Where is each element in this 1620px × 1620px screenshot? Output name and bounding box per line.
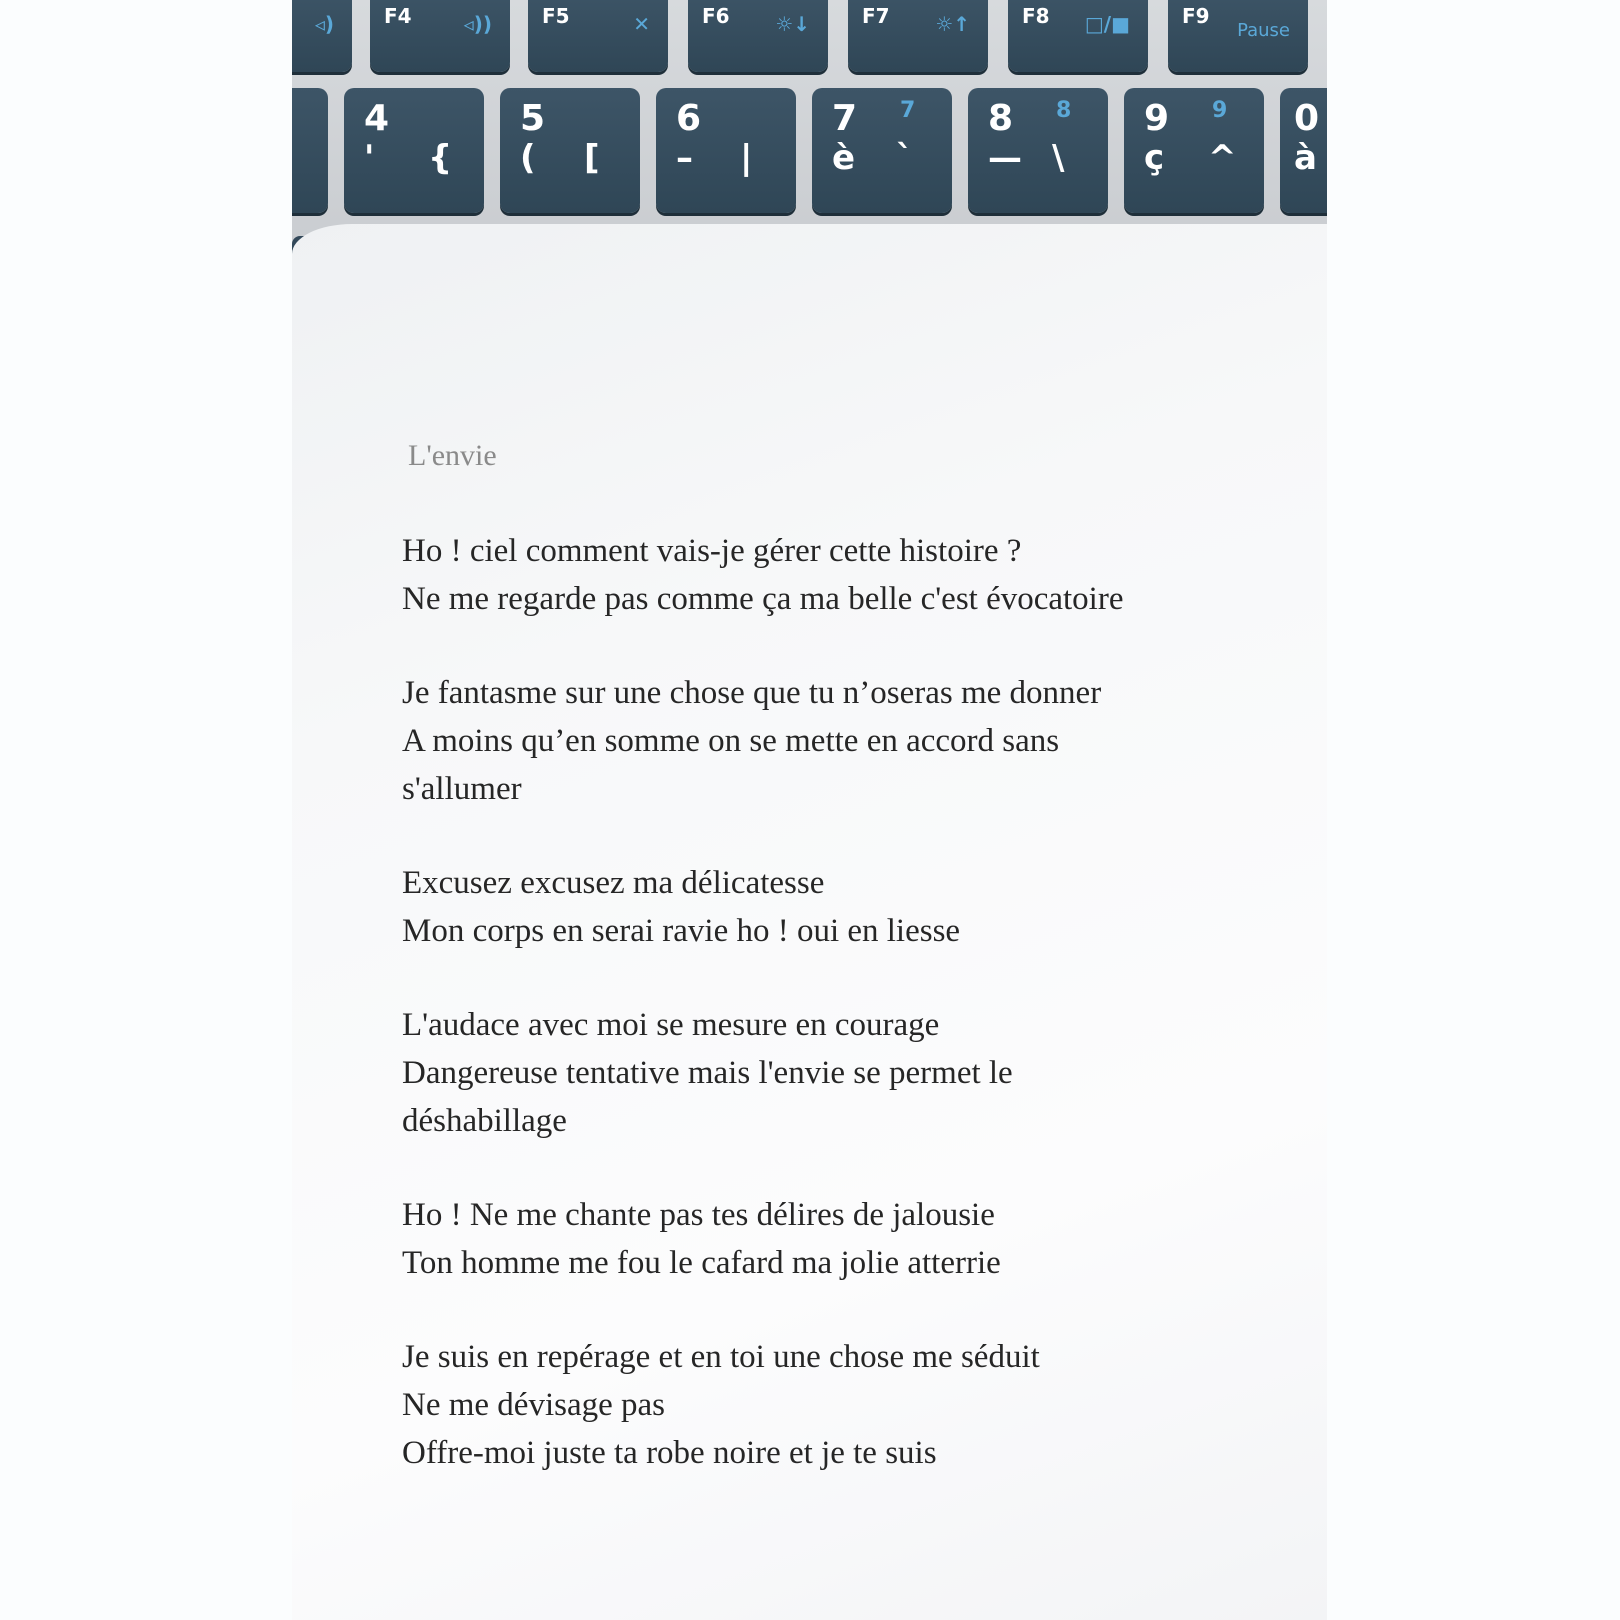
- mute-icon: ✕: [633, 12, 650, 36]
- poem-title: L'envie: [408, 439, 497, 472]
- stanza: [402, 527, 1282, 623]
- key-label: F5: [542, 4, 570, 28]
- pause-label: Pause: [1237, 20, 1290, 41]
- key-7: [812, 88, 952, 213]
- volume-up-icon: ◃)): [463, 12, 492, 36]
- poem-line: Mon corps en serai ravie ho ! oui en liesse: [402, 913, 961, 949]
- f8-key: [1008, 0, 1148, 72]
- key-low: (: [520, 138, 536, 178]
- poem-line: déshabillage: [402, 1103, 567, 1139]
- key-5: [500, 88, 640, 213]
- poem-line: Ho ! Ne me chante pas tes délires de jalousie: [402, 1197, 995, 1233]
- key-low: à: [1294, 138, 1317, 178]
- brightness-up-icon: ☼↑: [935, 12, 970, 36]
- f7-key: [848, 0, 988, 72]
- key-low-alt: ^: [1208, 138, 1237, 178]
- key-low-alt: {: [428, 138, 453, 178]
- key-low-alt: \: [1052, 138, 1065, 178]
- poem-line: Je suis en repérage et en toi une chose me séduit: [402, 1339, 1040, 1375]
- poem-line: Excusez excusez ma délicatesse: [402, 865, 825, 901]
- key-9: [1124, 88, 1264, 213]
- key-label: F8: [1022, 4, 1050, 28]
- f9-key: [1168, 0, 1308, 72]
- key-label: F7: [862, 4, 890, 28]
- key-8: [968, 88, 1108, 213]
- stanza: [402, 669, 1282, 813]
- key-main: 5: [520, 98, 546, 139]
- key-low-alt: |: [740, 138, 753, 178]
- paper-sheet: [292, 224, 1327, 1620]
- laptop-keyboard: [292, 0, 1327, 260]
- key-main: 9: [1144, 98, 1170, 139]
- poem-line: Dangereuse tentative mais l'envie se permet le: [402, 1055, 1013, 1091]
- f6-key: [688, 0, 828, 72]
- poem-line: Offre-moi juste ta robe noire et je te suis: [402, 1435, 937, 1471]
- poem-line: s'allumer: [402, 771, 522, 807]
- poem: [402, 439, 1282, 1523]
- key-partial: [292, 88, 328, 213]
- stanza: [402, 1191, 1282, 1287]
- key-label: F4: [384, 4, 412, 28]
- key-alt: 9: [1212, 98, 1228, 123]
- poem-line: A moins qu’en somme on se mette en accord sans: [402, 723, 1060, 759]
- key-main: 0: [1294, 98, 1320, 139]
- brightness-down-icon: ☼↓: [775, 12, 810, 36]
- key-low-alt: `: [896, 138, 913, 178]
- poem-line: Ho ! ciel comment vais-je gérer cette histoire ?: [402, 533, 1022, 569]
- stanza: [402, 1333, 1282, 1477]
- poem-line: Ne me dévisage pas: [402, 1387, 665, 1423]
- key-4: [344, 88, 484, 213]
- f5-key: [528, 0, 668, 72]
- volume-down-icon: ◃): [314, 12, 334, 36]
- key-low: è: [832, 138, 856, 178]
- key-alt: 8: [1056, 98, 1072, 123]
- key-low: —: [988, 138, 1022, 178]
- f4-key: [370, 0, 510, 72]
- key-main: 7: [832, 98, 858, 139]
- poem-line: Ton homme me fou le cafard ma jolie atterrie: [402, 1245, 1001, 1281]
- key-low-alt: [: [584, 138, 600, 178]
- key-label: F6: [702, 4, 730, 28]
- stanza: [402, 1001, 1282, 1145]
- poem-line: Je fantasme sur une chose que tu n’oseras me donner: [402, 675, 1102, 711]
- poem-line: L'audace avec moi se mesure en courage: [402, 1007, 940, 1043]
- key-main: 4: [364, 98, 390, 139]
- key-label: F9: [1182, 4, 1210, 28]
- key-6: [656, 88, 796, 213]
- key-low: ': [364, 138, 375, 178]
- volume-down-key: [292, 0, 352, 72]
- key-low: ç: [1144, 138, 1165, 178]
- key-main: 6: [676, 98, 702, 139]
- key-main: 8: [988, 98, 1014, 139]
- key-0: [1280, 88, 1327, 213]
- key-alt: 7: [900, 98, 916, 123]
- stanza: [402, 859, 1282, 955]
- key-low: –: [676, 138, 693, 178]
- display-switch-icon: □/■: [1084, 12, 1130, 36]
- poem-line: Ne me regarde pas comme ça ma belle c'est évocatoire: [402, 581, 1124, 617]
- photo: [292, 0, 1327, 1620]
